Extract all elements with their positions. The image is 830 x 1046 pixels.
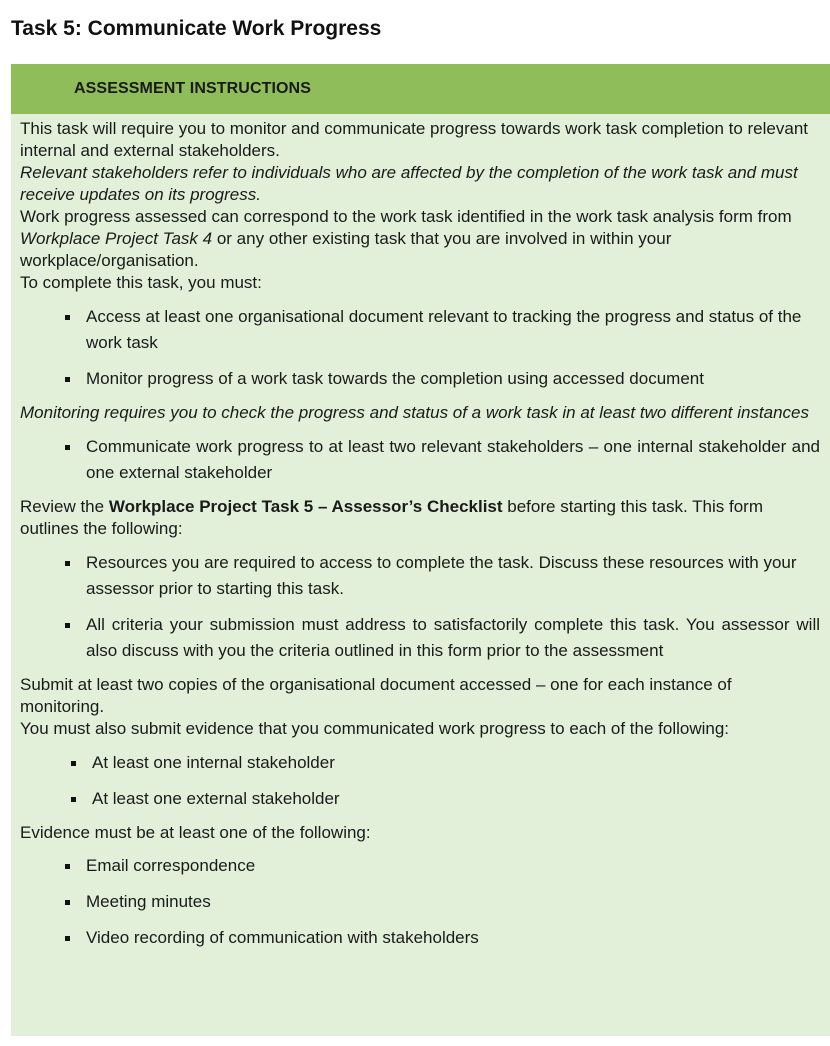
assessment-instructions-panel [11,64,830,1036]
evidence-intro: Evidence must be at least one of the following: [20,823,371,842]
instructions-body [11,114,830,951]
bullet-icon [65,623,70,628]
bullet-icon [71,761,76,766]
list-item [20,612,820,664]
list-item [20,889,820,915]
list-item-text: Access at least one organisational document relevant to tracking the progress and status of the work task [86,307,802,352]
bullet-icon [65,445,70,450]
work-progress-paragraph [20,206,820,272]
bullet-icon [65,936,70,941]
list-item-text: Resources you are required to access to complete the task. Discuss these resources with your assessor prior to starting this task. [86,553,797,598]
list-item-text: All criteria your submission must address to satisfactorily complete this task. You assessor will also discuss with you the criteria outlined in this form prior to the assessment [86,615,820,660]
list-item-text: Monitor progress of a work task towards the completion using accessed document [86,369,704,388]
list-item-text: Communicate work progress to at least two relevant stakeholders – one internal stakeholder and one external stakeholder [86,437,820,482]
communicate-list [20,434,820,486]
bullet-icon [71,797,76,802]
assessor-checklist-reference: Workplace Project Task 5 – Assessor’s Checklist [108,497,503,516]
bullet-icon [65,315,70,320]
monitoring-note: Monitoring requires you to check the progress and status of a work task in at least two different instances [20,403,810,422]
bullet-icon [65,377,70,382]
list-item [20,550,820,602]
submit-copies-paragraph: Submit at least two copies of the organisational document accessed – one for each instance of monitoring. [20,675,732,716]
complete-intro: To complete this task, you must: [20,273,262,292]
project-task-4-reference: Workplace Project Task 4 [20,229,213,248]
submit-evidence-paragraph: You must also submit evidence that you communicated work progress to each of the following: [20,719,730,738]
page-title: Task 5: Communicate Work Progress [11,17,382,40]
list-item-text: At least one internal stakeholder [92,753,335,772]
evidence-list [20,853,820,951]
list-item [20,304,820,356]
bullet-icon [65,900,70,905]
requirements-list [20,304,820,392]
list-item-text: Meeting minutes [86,892,211,911]
list-item [20,853,820,879]
list-item [20,366,820,392]
list-item [20,786,820,812]
panel-header-label: ASSESSMENT INSTRUCTIONS [74,80,311,97]
stakeholder-list [20,750,820,812]
checklist-outline-list [20,550,820,664]
stakeholders-definition: Relevant stakeholders refer to individuals who are affected by the completion of the work task and must receive updates on its progress. [20,163,798,204]
list-item [20,434,820,486]
bullet-icon [65,864,70,869]
list-item [20,925,820,951]
list-item-text: At least one external stakeholder [92,789,340,808]
work-progress-text: Work progress assessed can correspond to the work task identified in the work task analysis form from [20,207,792,226]
panel-header [11,64,830,114]
list-item-text: Email correspondence [86,856,256,875]
intro-paragraph: This task will require you to monitor and communicate progress towards work task completion to relevant internal and external stakeholders. [20,119,809,160]
work-progress-text-end: or any other existing task that you are involved in within your workplace/organisation. [20,229,672,270]
list-item-text: Video recording of communication with stakeholders [86,928,479,947]
review-text-end: before starting this task. This form outlines the following: [20,497,764,538]
bullet-icon [65,561,70,566]
review-paragraph [20,496,820,540]
review-text: Review the [20,497,109,516]
list-item [20,750,820,776]
